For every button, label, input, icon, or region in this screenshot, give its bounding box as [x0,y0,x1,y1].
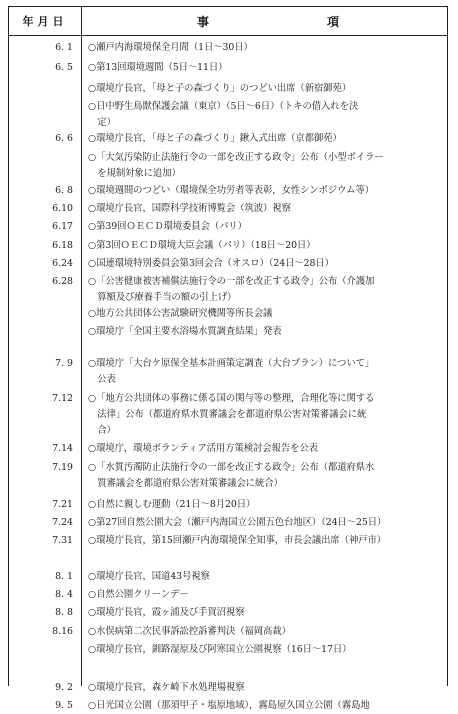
column-divider [81,7,82,686]
row-date: 8.16 [52,626,73,637]
row-text-line: ○環境庁長官，霞ヶ浦及び手賀沼視察 [88,607,245,618]
row-text-line: 合） [88,425,116,436]
row-text-line: ○環境庁長官，国道43号視察 [88,571,210,582]
row-date: 7.21 [52,499,73,510]
row-date: 8. 1 [55,571,73,582]
row-text-line: 法律」公布（都道府県水質審議会を都道府県公害対策審議会に統 [88,409,367,420]
row-date: 6. 5 [55,62,73,73]
row-text-line: ○環境庁「大台ケ原保全基本計画策定調査（大台プラン）について」 [88,358,375,369]
row-text-line: ○「地方公共団体の事務に係る国の関与等の整理，合理化等に関する [88,393,375,404]
row-text-line: を規制対象に追加） [88,168,181,179]
row-date: 8. 4 [55,589,73,600]
row-text-line: ○「大気汚染防止法施行令の一部を改正する政令」公布（小型ボイラー [88,152,384,163]
row-text-line: ○第13回環境週間（5日〜11日） [88,62,228,73]
row-text-line: ○自然公園クリーンデー [88,589,189,600]
row-text-line: ○水俣病第二次民事訴訟控訴審判決（福岡高裁） [88,626,291,637]
header-items-label-b: 項 [327,15,340,29]
row-date: 9. 5 [55,700,73,711]
row-text-line: ○日中野生鳥獣保護会議（東京）（5日〜6日）（トキの借入れを決 [88,101,359,112]
row-text-line: ○環境庁長官，釧路湿原及び阿寒国立公園視察（16日〜17日） [88,644,352,655]
row-text-line: ○「公害健康被害補償法施行令の一部を改正する政令」公布（介護加 [88,276,375,287]
header-date-label: 年月日 [22,15,68,28]
row-text-line: ○第3回ＯＥＣＤ環境大臣会議（パリ）（18日〜20日） [88,240,316,251]
row-date: 6. 1 [55,42,73,53]
row-text-line: 公表 [88,374,116,385]
row-date: 6.18 [52,240,73,251]
row-text-line: ○瀬戸内海環境保全月間（1日〜30日） [88,42,253,53]
row-text-line: ○環境庁，環境ボランティア活用方策検討会報告を公表 [88,443,318,454]
row-text-line: ○日光国立公園（那須甲子・塩原地域），霧島屋久国立公園（霧島地 [88,700,370,711]
row-date: 6.28 [52,276,73,287]
row-date: 7.19 [52,462,73,473]
row-text-line: ○環境庁長官，森ケ崎下水処理場視察 [88,682,245,693]
row-date: 6. 8 [55,185,73,196]
row-text-line: ○第27回自然公園大会（瀬戸内海国立公園五色台地区）（24日〜25日） [88,517,387,528]
header-items-label-a: 事 [197,15,210,29]
row-date: 7.12 [52,393,73,404]
row-date: 7.24 [52,517,73,528]
row-text-line: ○環境庁長官，「母と子の森づくり」鍬入式出席（京都御苑） [88,133,342,144]
row-date: 8. 8 [55,607,73,618]
row-date: 7.31 [52,535,73,546]
row-date: 7. 9 [55,358,73,369]
row-text-line: ○「水質汚濁防止法施行令の一部を改正する政令」公布（都道府県水 [88,462,375,473]
row-text-line: ○環境庁長官，「母と子の森づくり」のつどい出席（新宿御苑） [88,83,352,94]
row-text-line: ○自然に親しむ運動（21日〜8月20日） [88,499,256,510]
row-text-line: ○第39回ＯＥＣＤ環境委員会（パリ） [88,221,247,232]
table-header [9,7,447,36]
row-text-line: ○環境庁長官，第15回瀬戸内海環境保全知事，市長会議出席（神戸市） [88,535,387,546]
row-text-line: ○国連環境特別委員会第3回会合（オスロ）（24日〜28日） [88,258,334,269]
row-date: 6.17 [52,221,73,232]
row-date: 6.24 [52,258,73,269]
row-text-line: ○環境週間のつどい（環境保全功労者等表彰，女性シンポジウム等） [88,185,375,196]
row-text-line: ○環境庁「全国主要水浴場水質調査結果」発表 [88,326,282,337]
row-text-line: ○環境庁長官，国際科学技術博覧会（筑波）視察 [88,203,291,214]
chronology-table [8,6,448,711]
row-date: 9. 2 [55,682,73,693]
row-text-line: 算額及び療養手当の額の引上げ） [88,292,237,303]
row-text-line: ○地方公共団体公害試験研究機関等所長会議 [88,308,273,319]
row-text-line: 質審議会を都道府県公害対策審議会に統合） [88,478,283,489]
row-date: 6.10 [52,203,73,214]
row-date: 7.14 [52,443,73,454]
row-date: 6. 6 [55,133,73,144]
row-text-line: 定） [88,117,116,128]
